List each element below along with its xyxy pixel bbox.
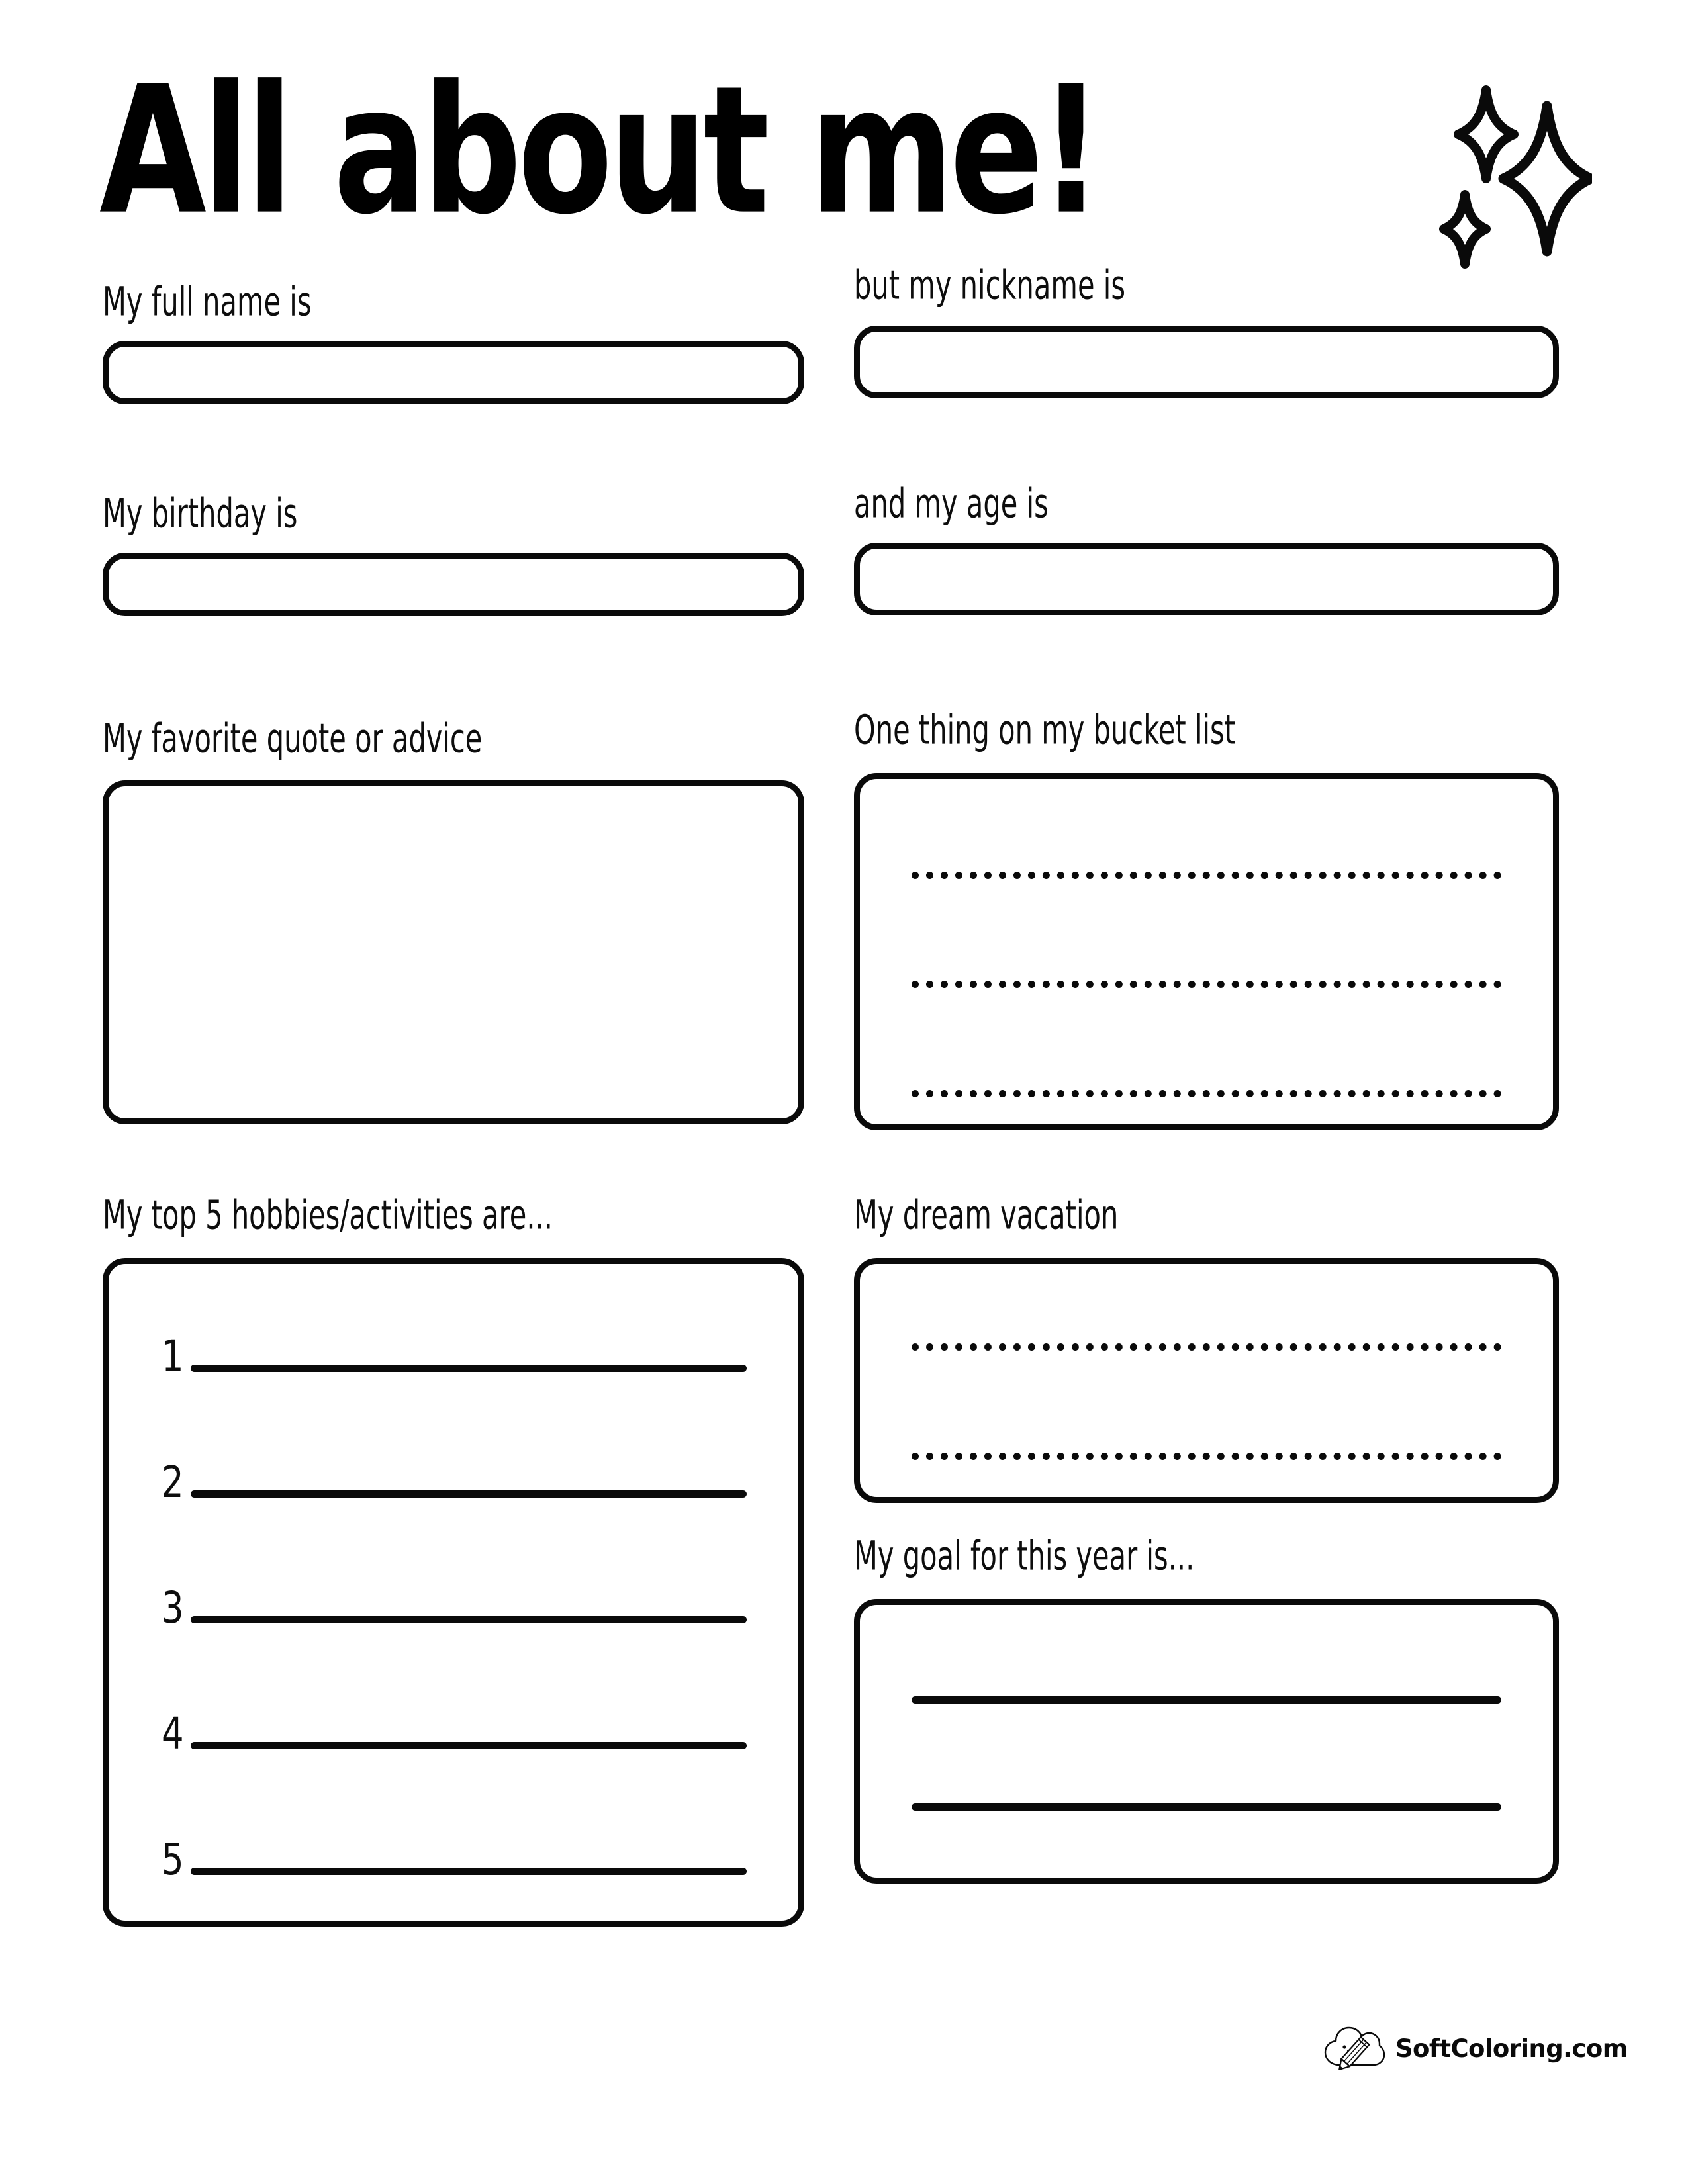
page-title: All about me! bbox=[99, 48, 1099, 254]
hobby-write-line[interactable] bbox=[191, 1616, 747, 1623]
input-year-goal[interactable] bbox=[854, 1599, 1559, 1884]
field-nickname bbox=[854, 263, 1559, 398]
brand-footer[interactable] bbox=[1323, 2020, 1628, 2077]
bucket-list-line-2[interactable] bbox=[912, 981, 1501, 988]
hobby-row[interactable] bbox=[162, 1582, 747, 1633]
label-age: and my age is bbox=[854, 481, 1049, 527]
field-full-name bbox=[103, 279, 804, 404]
year-goal-line-2[interactable] bbox=[912, 1803, 1501, 1811]
field-bucket-list bbox=[854, 707, 1559, 1130]
label-bucket-list: One thing on my bucket list bbox=[854, 707, 1236, 754]
input-nickname[interactable] bbox=[854, 326, 1559, 398]
field-age bbox=[854, 481, 1559, 615]
field-dream-vacation bbox=[854, 1193, 1559, 1503]
label-full-name: My full name is bbox=[103, 279, 312, 326]
bucket-list-line-3[interactable] bbox=[912, 1090, 1501, 1097]
input-bucket-list[interactable] bbox=[854, 773, 1559, 1130]
label-dream-vacation: My dream vacation bbox=[854, 1193, 1119, 1239]
hobby-write-line[interactable] bbox=[191, 1365, 747, 1372]
dream-vacation-line-2[interactable] bbox=[912, 1453, 1501, 1460]
input-dream-vacation[interactable] bbox=[854, 1258, 1559, 1503]
hobby-row[interactable] bbox=[162, 1708, 747, 1759]
hobby-number: 3 bbox=[162, 1582, 184, 1633]
hobby-row[interactable] bbox=[162, 1457, 747, 1508]
field-favorite-quote bbox=[103, 716, 804, 1124]
label-year-goal: My goal for this year is... bbox=[854, 1533, 1195, 1580]
input-favorite-quote[interactable] bbox=[103, 780, 804, 1124]
dream-vacation-line-1[interactable] bbox=[912, 1343, 1501, 1351]
hobby-number: 4 bbox=[162, 1708, 184, 1759]
input-age[interactable] bbox=[854, 543, 1559, 615]
label-nickname: but my nickname is bbox=[854, 263, 1125, 309]
cloud-with-pencil-icon bbox=[1323, 2020, 1386, 2077]
field-year-goal bbox=[854, 1533, 1559, 1884]
hobby-write-line[interactable] bbox=[191, 1490, 747, 1498]
field-birthday bbox=[103, 491, 804, 616]
input-birthday[interactable] bbox=[103, 553, 804, 616]
label-favorite-quote: My favorite quote or advice bbox=[103, 716, 483, 762]
hobby-row[interactable] bbox=[162, 1834, 747, 1885]
field-top-hobbies bbox=[103, 1193, 804, 1927]
input-top-hobbies[interactable] bbox=[103, 1258, 804, 1927]
hobby-write-line[interactable] bbox=[191, 1742, 747, 1749]
hobby-write-line[interactable] bbox=[191, 1868, 747, 1875]
page-header bbox=[0, 0, 1688, 278]
label-birthday: My birthday is bbox=[103, 491, 298, 537]
label-top-hobbies: My top 5 hobbies/activities are... bbox=[103, 1193, 553, 1239]
sparkle-stars-icon bbox=[1387, 78, 1592, 283]
bucket-list-line-1[interactable] bbox=[912, 872, 1501, 879]
hobby-number: 5 bbox=[162, 1834, 184, 1885]
brand-name: SoftColoring.com bbox=[1395, 2034, 1628, 2063]
hobby-number: 1 bbox=[162, 1331, 184, 1382]
input-full-name[interactable] bbox=[103, 341, 804, 404]
hobby-row[interactable] bbox=[162, 1331, 747, 1382]
year-goal-line-1[interactable] bbox=[912, 1696, 1501, 1704]
hobby-number: 2 bbox=[162, 1457, 184, 1508]
